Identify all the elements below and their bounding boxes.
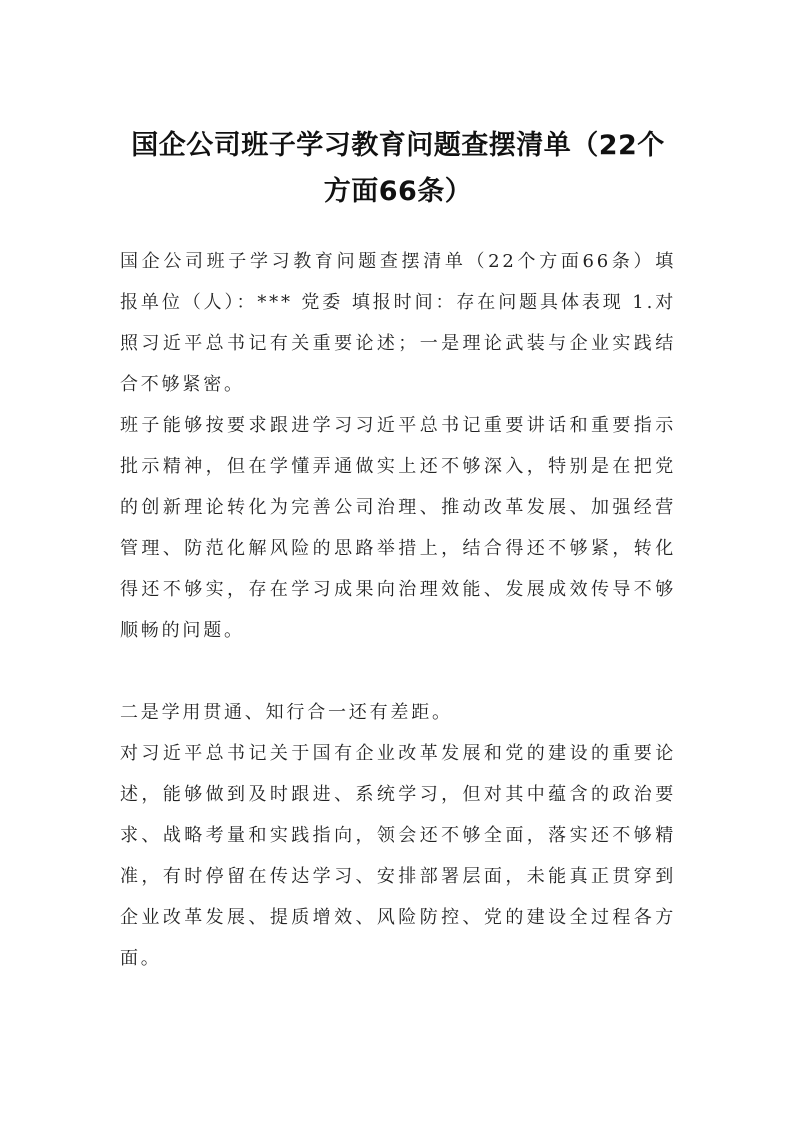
document-body <box>120 241 676 979</box>
paragraph-spacer <box>120 651 676 692</box>
document-title: 国企公司班子学习教育问题查摆清单（22个方面66条） <box>131 130 665 207</box>
paragraph-heading-2: 二是学用贯通、知行合一还有差距。 <box>120 702 453 723</box>
paragraph-2: 对习近平总书记关于国有企业改革发展和党的建设的重要论述，能够做到及时跟进、系统学习，但对其中蕴含的政治要求、战略考量和实践指向，领会还不够全面，落实还不够精准，有时停留在传达学习、安排部署层面，未能真正贯穿到企业改革发展、提质增效、风险防控、党的建设全过程各方面。 <box>120 743 676 969</box>
paragraph-1: 班子能够按要求跟进学习习近平总书记重要讲话和重要指示批示精神，但在学懂弄通做实上还不够深入，特别是在把党的创新理论转化为完善公司治理、推动改革发展、加强经营管理、防范化解风险的思路举措上，结合得还不够紧，转化得还不够实，存在学习成果向治理效能、发展成效传导不够顺畅的问题。 <box>120 415 676 641</box>
paragraph-intro: 国企公司班子学习教育问题查摆清单（22个方面66条）填报单位（人）：*** 党委 填报时间：存在问题具体表现 1.对照习近平总书记有关重要论述；一是理论武装与企业实践结合不够紧密。 <box>120 251 676 395</box>
